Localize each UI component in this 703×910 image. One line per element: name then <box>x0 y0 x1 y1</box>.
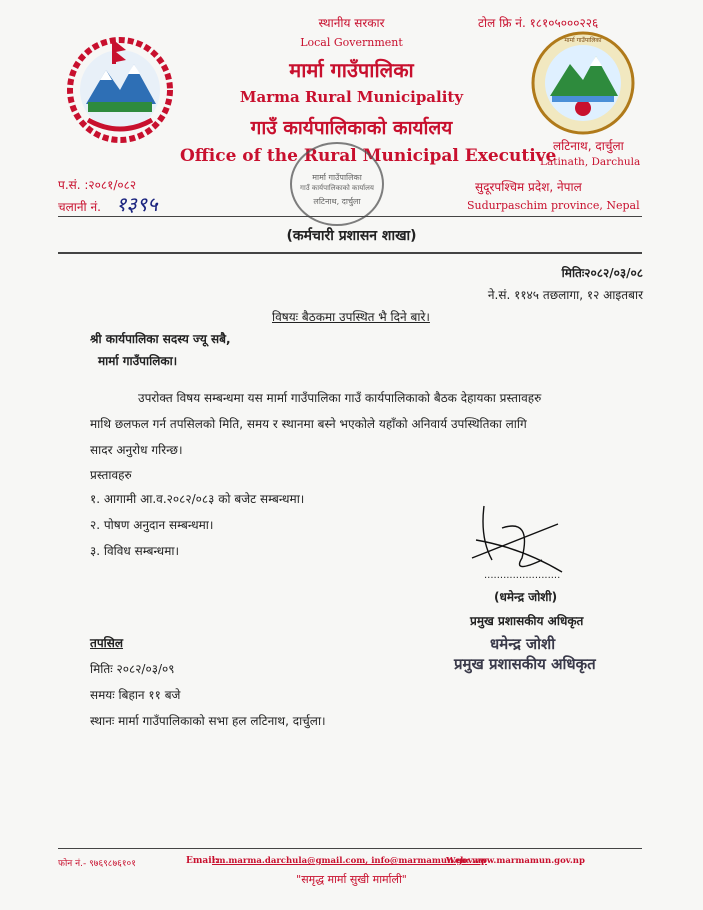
section-divider <box>58 252 642 254</box>
province-np: सुदूरपश्चिम प्रदेश, नेपाल <box>475 180 582 194</box>
addressee-line-1: श्री कार्यपालिका सदस्य ज्यू सबै, <box>90 332 231 346</box>
signatory-title: प्रमुख प्रशासकीय अधिकृत <box>470 614 584 628</box>
location-en: Latinath, Darchula <box>540 156 641 168</box>
stamp-line-1: मार्मा गाउँपालिका <box>312 173 362 182</box>
office-en: Office of the Rural Municipal Executive <box>180 146 557 166</box>
proposal-item-2: २. पोषण अनुदान सम्बन्धमा। <box>90 518 214 532</box>
proposal-item-1: १. आगामी आ.व.२०८२/०८३ को बजेट सम्बन्धमा। <box>90 492 305 506</box>
letter-subject: विषयः बैठकमा उपस्थित भै दिने बारे। <box>272 310 430 324</box>
ps-number: प.सं. :२०८१/०८२ <box>58 178 137 192</box>
toll-free: टोल फ्रि नं. १८१०५०००२२६ <box>478 16 599 30</box>
chalani-number-handwritten: १३९५ <box>116 192 158 216</box>
stamp-signatory-title: प्रमुख प्रशासकीय अधिकृत <box>454 655 596 673</box>
proposal-item-3: ३. विविध सम्बन्धमा। <box>90 544 180 558</box>
location-np: लटिनाथ, दार्चुला <box>553 139 624 153</box>
nepal-sambat-date: ने.सं. ११४५ तछलागा, १२ आइतबार <box>487 288 643 302</box>
schedule-venue: स्थानः मार्मा गाउँपालिकाको सभा हल लटिनाथ, दार्चुला। <box>90 714 326 728</box>
stamp-line-2: गाउँ कार्यपालिकाको कार्यालय <box>300 184 374 192</box>
footer-slogan: "समृद्ध मार्मा सुखी मार्माली" <box>296 873 407 886</box>
local-gov-np: स्थानीय सरकार <box>318 16 385 30</box>
schedule-date: मितिः २०८२/०३/०९ <box>90 662 175 676</box>
paragraph-line-2: माथि छलफल गर्न तपसिलको मिति, समय र स्थानमा बस्ने भएकोले यहाँको अनिवार्य उपस्थितिका लागि <box>90 417 527 431</box>
header-divider <box>58 216 642 217</box>
proposals-heading: प्रस्तावहरु <box>90 468 132 482</box>
stamp-signatory-name: धमेन्द्र जोशी <box>490 635 556 653</box>
handwritten-signature <box>462 498 572 578</box>
chalani-label: चलानी नं. <box>58 200 101 214</box>
footer-divider <box>58 848 642 849</box>
office-np: गाउँ कार्यपालिकाको कार्यालय <box>250 117 453 139</box>
logo-ring-text: मार्मा गाउँपालिका <box>564 37 602 44</box>
office-round-stamp <box>290 142 384 226</box>
marma-municipality-logo-icon <box>530 30 636 136</box>
municipality-en: Marma Rural Municipality <box>239 88 464 106</box>
province-en: Sudurpaschim province, Nepal <box>467 199 640 212</box>
paragraph-line-1: उपरोक्त विषय सम्बन्धमा यस मार्मा गाउँपालिका गाउँ कार्यपालिकाको बैठक देहायका प्रस्तावहरु <box>138 391 542 405</box>
schedule-heading: तपसिल <box>90 636 124 650</box>
local-gov-en: Local Government <box>300 36 403 49</box>
signatory-name: (धमेन्द्र जोशी) <box>494 590 558 604</box>
section-title: (कर्मचारी प्रशासन शाखा) <box>286 228 417 244</box>
municipality-np: मार्मा गाउँपालिका <box>289 58 414 82</box>
footer-web[interactable]: Web: www.marmamun.gov.np <box>446 856 585 866</box>
footer-email-label: Email: <box>186 856 219 866</box>
stamp-line-3: लटिनाथ, दार्चुला <box>313 197 361 206</box>
nepal-emblem-icon <box>64 34 176 146</box>
addressee-line-2: मार्मा गाउँपालिका। <box>98 354 178 368</box>
footer-phone: फोन नं.- ९७६९८७६१०१ <box>58 859 136 869</box>
footer-email[interactable]: rm.marma.darchula@gmail.com, info@marmamun.gov.np <box>212 856 488 866</box>
schedule-time: समयः बिहान ११ बजे <box>90 688 181 702</box>
signature-dots: ........................ <box>484 570 561 581</box>
paragraph-line-3: सादर अनुरोध गरिन्छ। <box>90 443 183 457</box>
letter-date: मितिः२०८२/०३/०८ <box>561 266 643 280</box>
